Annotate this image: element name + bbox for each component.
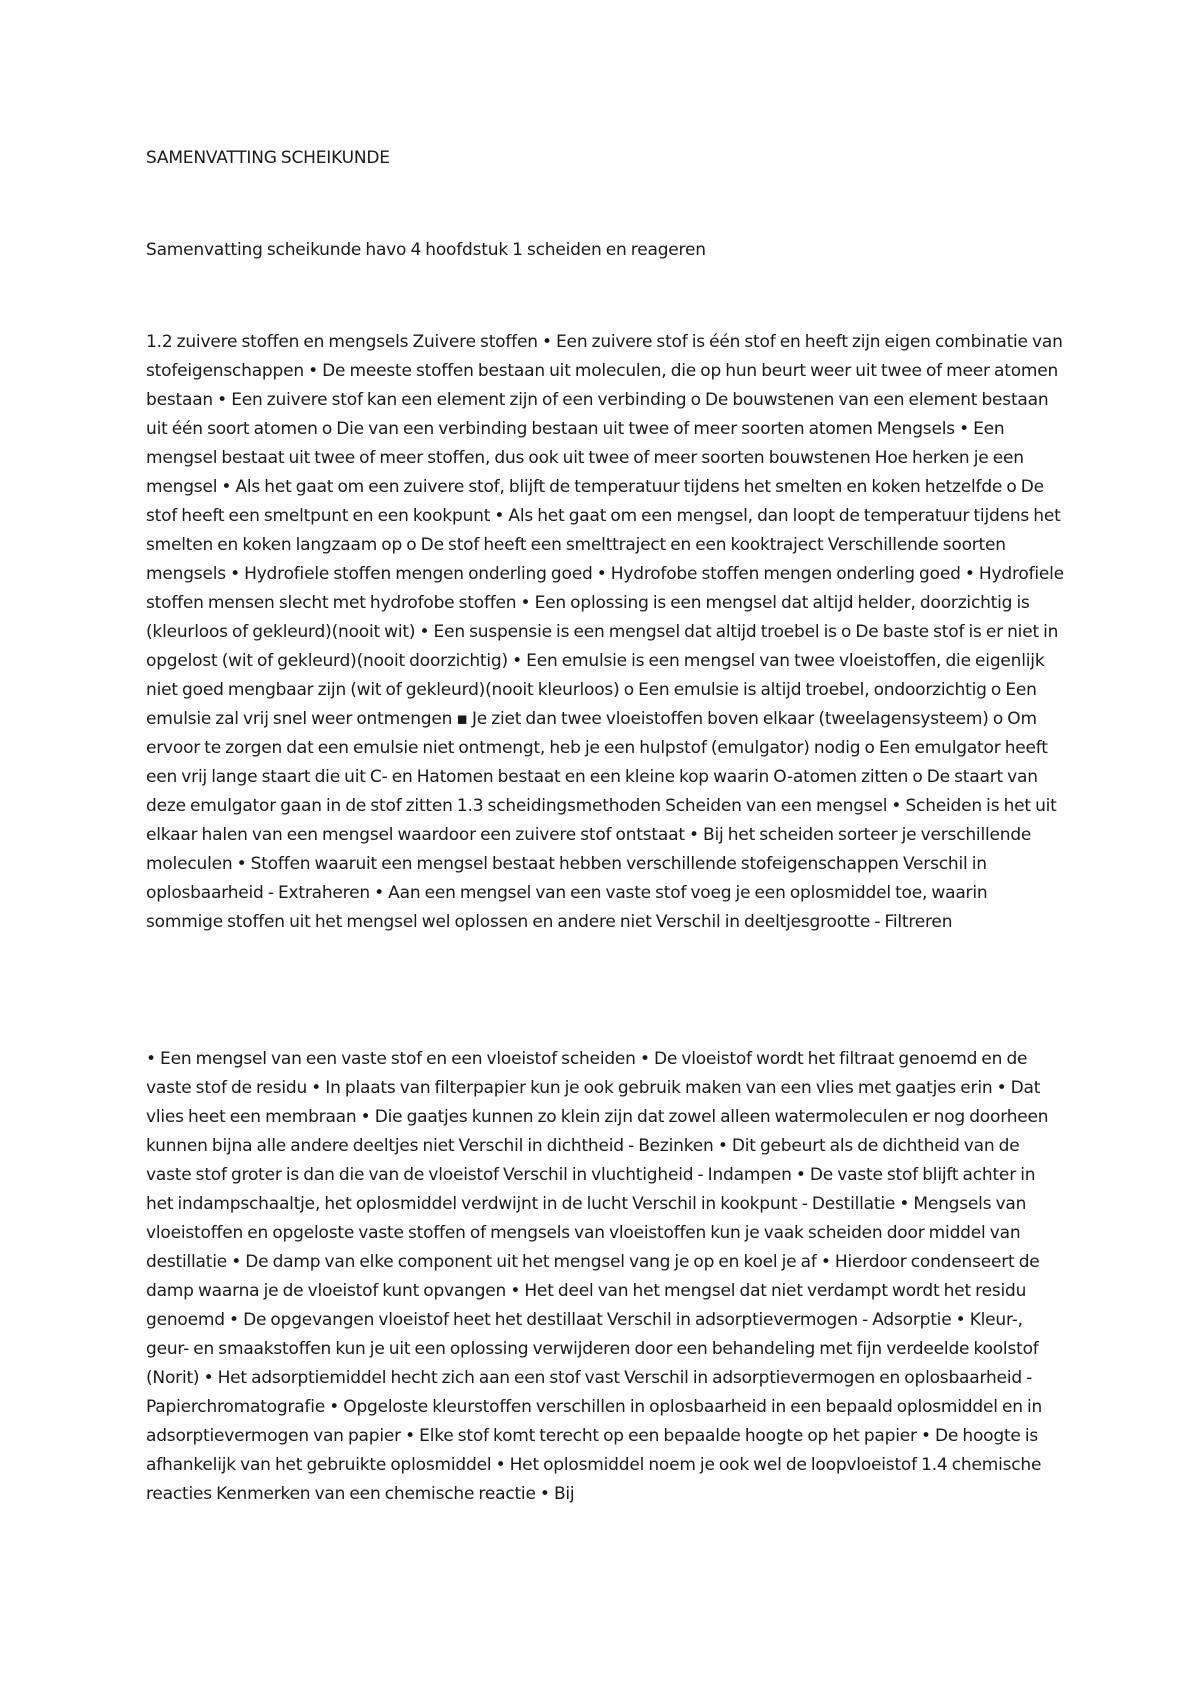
body-paragraph: 1.2 zuivere stoffen en mengsels Zuivere stoffen • Een zuivere stof is één stof en heeft zijn eigen combinatie van stofeigenschappen • De meeste stoffen bestaan uit moleculen, die op hun beurt weer uit twee of meer atomen bestaan • Een zuivere stof kan een element zijn of een verbinding o De bouwstenen van een element bestaan uit één soort atomen o Die van een verbinding bestaan uit twee of meer soorten atomen Mengsels • Een mengsel bestaat uit twee of meer stoffen, dus ook uit twee of meer soorten bouwstenen Hoe herken je een mengsel • Als het gaat om een zuivere stof, blijft de temperatuur tijdens het smelten en koken hetzelfde o De stof heeft een smeltpunt en een kookpunt • Als het gaat om een mengsel, dan loopt de temperatuur tijdens het smelten en koken langzaam op o De stof heeft een smelttraject en een kooktraject Verschillende soorten mengsels • Hydrofiele stoffen mengen onderling goed • Hydrofobe stoffen mengen onderling goed • Hydrofiele stoffen mensen slecht met hydrofobe stoffen • Een oplossing is een mengsel dat altijd helder, doorzichtig is (kleurloos of gekleurd)(nooit wit) • Een suspensie is een mengsel dat altijd troebel is o De baste stof is er niet in opgelost (wit of gekleurd)(nooit doorzichtig) • Een emulsie is een mengsel van twee vloeistoffen, die eigenlijk niet goed mengbaar zijn (wit of gekleurd)(nooit kleurloos) o Een emulsie is altijd troebel, ondoorzichtig o Een emulsie zal vrij snel weer ontmengen ▪ Je ziet dan twee vloeistoffen boven elkaar (tweelagensysteem) o Om ervoor te zorgen dat een emulsie niet ontmengt, heb je een hulpstof (emulgator) nodig o Een emulgator heeft een vrij lange staart die uit C- en Hatomen bestaat en een kleine kop waarin O-atomen zitten o De staart van deze emulgator gaan in de stof zitten 1.3 scheidingsmethoden Scheiden van een mengsel • Scheiden is het uit elkaar halen van een mengsel waardoor een zuivere stof ontstaat • Bij het scheiden sorteer je verschillende moleculen • Stoffen waaruit een mengsel bestaat hebben verschillende stofeigenschappen Verschil in oplosbaarheid - Extraheren • Aan een mengsel van een vaste stof voeg je een oplosmiddel toe, waarin sommige stoffen uit het mengsel wel oplossen en andere niet Verschil in deeltjesgrootte - Filtreren bbox=[146, 332, 1064, 932]
body-paragraph: • Een mengsel van een vaste stof en een vloeistof scheiden • De vloeistof wordt het filtraat genoemd en de vaste stof de residu • In plaats van filterpapier kun je ook gebruik maken van een vlies met gaatjes erin • Dat vlies heet een membraan • Die gaatjes kunnen zo klein zijn dat zowel alleen watermoleculen er nog doorheen kunnen bijna alle andere deeltjes niet Verschil in dichtheid - Bezinken • Dit gebeurt als de dichtheid van de vaste stof groter is dan die van de vloeistof Verschil in vluchtigheid - Indampen • De vaste stof blijft achter in het indampschaaltje, het oplosmiddel verdwijnt in de lucht Verschil in kookpunt - Destillatie • Mengsels van vloeistoffen en opgeloste vaste stoffen of mengsels van vloeistoffen kun je vaak scheiden door middel van destillatie • De damp van elke component uit het mengsel vang je op en koel je af • Hierdoor condenseert de damp waarna je de vloeistof kunt opvangen • Het deel van het mengsel dat niet verdampt wordt het residu genoemd • De opgevangen vloeistof heet het destillaat Verschil in adsorptievermogen - Adsorptie • Kleur-, geur- en smaakstoffen kun je uit een oplossing verwijderen door een behandeling met fijn verdeelde koolstof (Norit) • Het adsorptiemiddel hecht zich aan een stof vast Verschil in adsorptievermogen en oplosbaarheid - Papierchromatografie • Opgeloste kleurstoffen verschillen in oplosbaarheid in een bepaald oplosmiddel en in adsorptievermogen van papier • Elke stof komt terecht op een bepaalde hoogte op het papier • De hoogte is afhankelijk van het gebruikte oplosmiddel • Het oplosmiddel noem je ook wel de loopvloeistof 1.4 chemische reacties Kenmerken van een chemische reactie • Bij bbox=[146, 1049, 1049, 1504]
document-title: SAMENVATTING SCHEIKUNDE bbox=[146, 148, 390, 168]
document-subtitle: Samenvatting scheikunde havo 4 hoofdstuk 1 scheiden en reageren bbox=[146, 240, 706, 260]
